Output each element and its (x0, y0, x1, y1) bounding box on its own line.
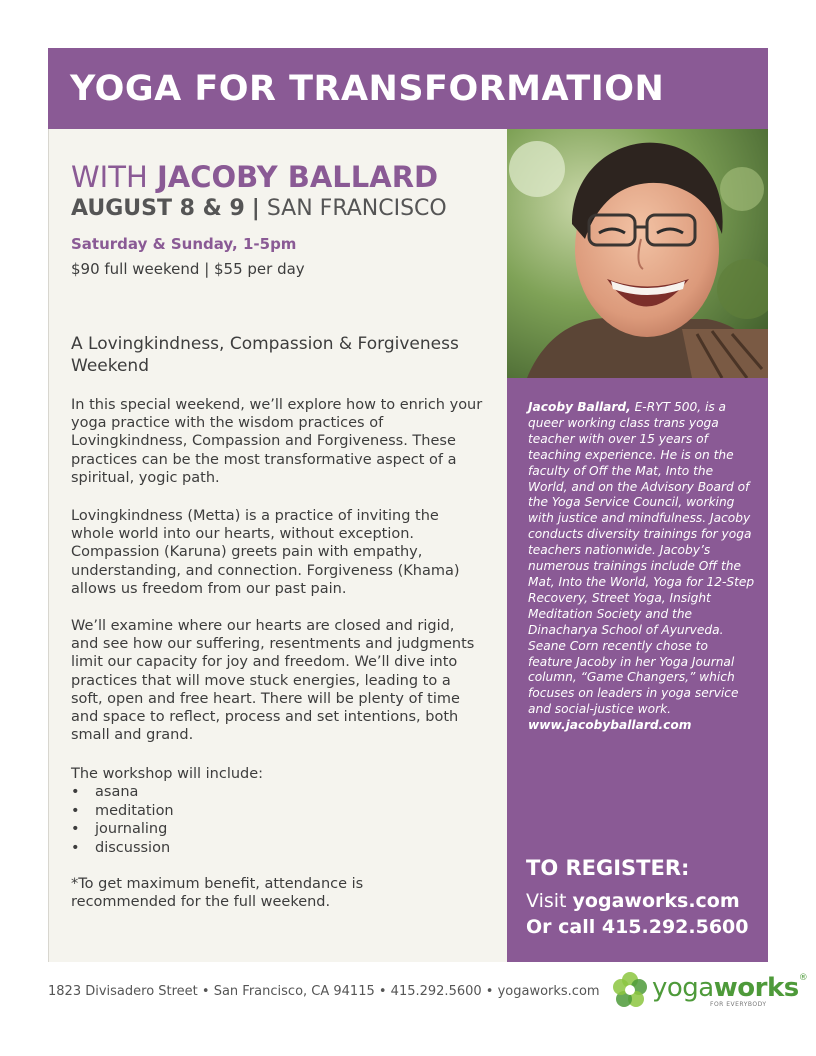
bullet-icon: • (71, 839, 80, 856)
bio-panel (507, 378, 768, 962)
teacher-name: JACOBY BALLARD (156, 160, 439, 194)
teacher-bio (528, 400, 756, 734)
description-paragraph-2: Lovingkindness (Metta) is a practice of inviting the whole world into our hearts, without exception. Compassion (Karuna) greets pain with empathy, understanding, and connection. Forgiveness (Khama) allows us freedom from our past pain. (71, 508, 460, 597)
logo-tagline: FOR EVERYBODY (710, 1001, 767, 1008)
workshop-intro: The workshop will include: (71, 766, 264, 782)
list-item: • discussion (71, 839, 171, 856)
description-paragraph-1: In this special weekend, we’ll explore how to enrich your yoga practice with the wisdom practices of Lovingkindness, Compassion and Forgiveness. These practices can be the most transformative aspect of a spiritual, yogic path. (71, 397, 483, 486)
event-days-time: Saturday & Sunday, 1-5pm (71, 235, 297, 253)
event-details-panel (48, 129, 507, 962)
bullet-icon: • (71, 784, 80, 800)
flower-petals-icon (610, 970, 650, 1010)
page-header (48, 48, 768, 129)
description-paragraph-3: We’ll examine where our hearts are closed and rigid, and see how our suffering, resentments and judgments limit our capacity for joy and freedom. We’ll dive into practices that will move stuck energies, leading to a soft, open and free heart. There will be plenty of time and space to reflect, process and set intentions, both small and grand. (71, 618, 475, 744)
logo-wordmark: yogaworks® (652, 973, 808, 1003)
bullet-icon: • (71, 821, 80, 838)
register-visit-line (526, 890, 740, 912)
yogaworks-logo (610, 970, 808, 1010)
list-item: • meditation (71, 802, 174, 819)
bio-text: E-RYT 500, is a queer working class trans yoga teacher with over 15 years of teaching experience. He is on the faculty of Off the Mat, Into the World, and on the Advisory Board of the Yoga Service Council, working with justice and mindfulness. Jacoby conducts diversity trainings for yoga teachers nationwide. Jacoby’s numerous trainings include Off the Mat, Into the World, Yoga for 12-Step Recovery, Street Yoga, Insight Meditation Society and the Dinacharya School of Ayurveda. (528, 400, 755, 637)
register-website-link[interactable]: yogaworks.com (572, 890, 740, 912)
teacher-website-link[interactable]: www.jacobyballard.com (528, 718, 692, 733)
date-location-line (71, 196, 447, 221)
smiling-man-with-glasses-photo (507, 129, 768, 378)
event-dates: AUGUST 8 & 9 (71, 196, 245, 221)
bio-name: Jacoby Ballard, (528, 400, 631, 414)
visit-prefix: Visit (526, 890, 567, 912)
page-title: YOGA FOR TRANSFORMATION (70, 68, 665, 109)
workshop-items-list (71, 783, 174, 857)
list-item: • journaling (71, 821, 168, 838)
teacher-photo (507, 129, 768, 378)
bullet-icon: • (71, 802, 80, 819)
register-phone[interactable]: Or call 415.292.5600 (526, 916, 749, 938)
event-location: SAN FRANCISCO (266, 196, 447, 221)
register-title: TO REGISTER: (526, 856, 690, 880)
attendance-footnote: *To get maximum benefit, attendance is recommended for the full weekend. (71, 876, 364, 911)
workshop-subtitle: A Lovingkindness, Compassion & Forgiveness Weekend (71, 334, 459, 376)
event-pricing: $90 full weekend | $55 per day (71, 260, 305, 278)
with-prefix: WITH (71, 160, 148, 194)
footer-address: 1823 Divisadero Street • San Francisco, CA 94115 • 415.292.5600 • yogaworks.com (48, 984, 600, 999)
date-separator: | (251, 196, 260, 221)
teacher-line (71, 160, 438, 194)
list-item: • asana (71, 784, 139, 800)
bio-text-2: Seane Corn recently chose to feature Jacoby in her Yoga Journal column, “Game Changers,” which focuses on leaders in yoga service and social-justice work. (528, 638, 739, 717)
